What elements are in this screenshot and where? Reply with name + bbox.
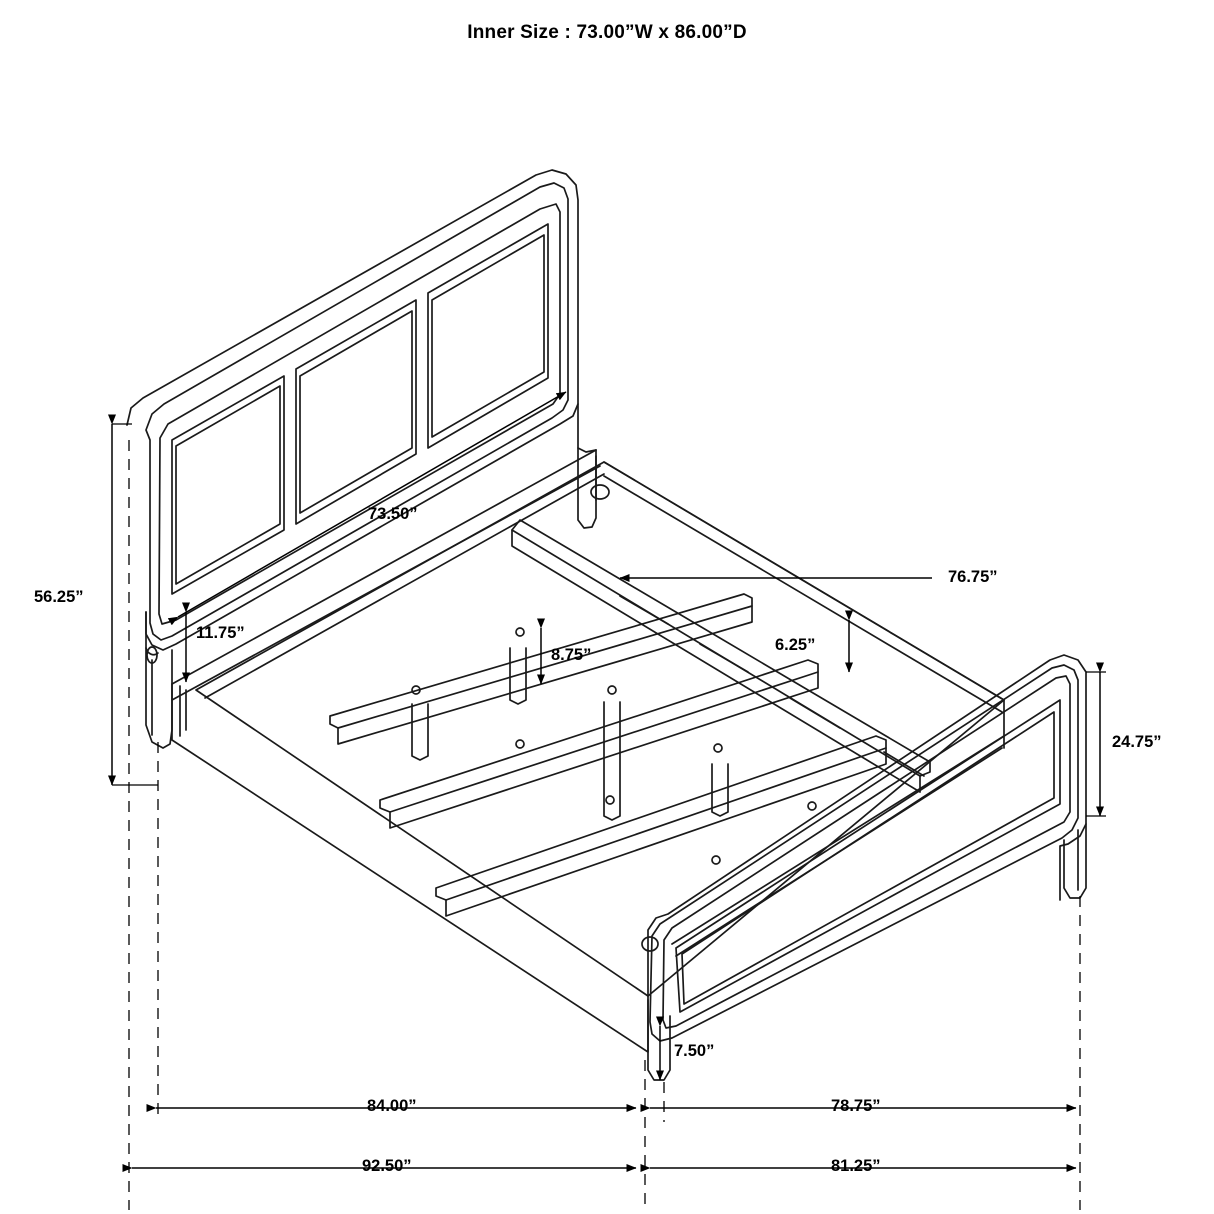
dim-footboard-height: 24.75” (1112, 733, 1162, 751)
dim-deck-to-headboard-base: 11.75” (196, 624, 245, 642)
page-title: Inner Size : 73.00”W x 86.00”D (467, 22, 747, 43)
dim-side-rail-inner: 76.75” (948, 568, 998, 586)
dim-slat-height: 8.75” (551, 646, 592, 664)
dim-footboard-leg-clearance: 7.50” (674, 1042, 715, 1060)
dim-headboard-panel-width: 73.50” (368, 505, 418, 523)
dim-front-width-lower: 81.25” (831, 1157, 881, 1175)
dim-side-length-lower: 92.50” (362, 1157, 412, 1175)
dim-front-width-upper: 78.75” (831, 1097, 881, 1115)
dim-rail-clearance: 6.25” (775, 636, 816, 654)
dim-side-length-upper: 84.00” (367, 1097, 417, 1115)
dim-headboard-height: 56.25” (34, 588, 84, 606)
